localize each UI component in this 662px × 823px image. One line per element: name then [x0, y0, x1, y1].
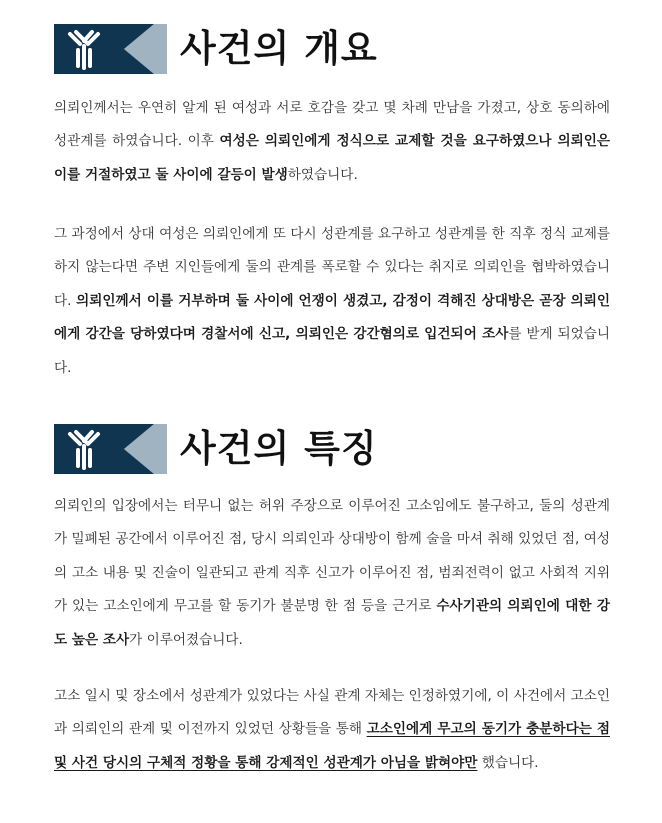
overview-paragraph-1 — [54, 92, 610, 192]
text-run-bold: 여성은 의뢰인에게 정식으로 교제할 것을 요구하였으나 의뢰인은 이를 거절하였고 둘 사이에 갈등이 발생 — [54, 133, 611, 183]
text-run: 의뢰인께서는 우연히 알게 된 여성과 서로 호감을 갖고 몇 차례 만남을 가졌고, 상호 동의하에 성관계를 하였습니다. 이후 — [54, 100, 610, 150]
section-title-features: 사건의 특징 — [180, 427, 378, 470]
features-paragraph-2 — [54, 680, 610, 780]
overview-paragraph-2 — [54, 218, 610, 385]
text-run-bold: 의뢰인께서 이를 거부하며 둘 사이에 언쟁이 생겼고, 감정이 격해진 상대방은 곧장 의뢰인에게 강간을 당하였다며 경찰서에 신고, 의뢰인은 강간혐의로 입건되어 조사 — [54, 292, 610, 343]
text-run: 가 이루어졌습니다. — [129, 631, 243, 648]
features-paragraph-1 — [54, 490, 610, 657]
text-run: 그 과정에서 상대 여성은 의뢰인에게 또 다시 성관계를 요구하고 성관계를 한 직후 정식 교제를 하지 않는다면 주변 지인들에게 둘의 관계를 폭로할 수 있다는 취지로 의뢰인을 협박하였습니다. — [54, 226, 610, 309]
text-run: 고소 일시 및 장소에서 성관계가 있었다는 사실 관계 자체는 인정하였기에, 이 사건에서 고소인과 의뢰인의 관계 및 이전까지 있었던 상황들을 통해 — [54, 688, 610, 738]
text-run-underline: 고소인에게 무고의 동기가 충분하다는 점 및 사건 당시의 구체적 정황을 통해 강제적인 성관계가 아님을 밝혀야만 — [54, 721, 610, 771]
text-run: 를 받게 되었습니다. — [54, 326, 610, 376]
text-run: 했습니다. — [477, 754, 539, 771]
text-run-bold: 수사기관의 의뢰인에 대한 강도 높은 조사 — [54, 598, 610, 648]
section-header-overview — [54, 24, 614, 74]
section-title-overview: 사건의 개요 — [180, 27, 378, 70]
text-run: 하였습니다. — [287, 166, 358, 183]
text-run: 의뢰인의 입장에서는 터무니 없는 허위 주장으로 이루어진 고소임에도 불구하고, 둘의 성관계가 밀폐된 공간에서 이루어진 점, 당시 의뢰인과 상대방이 함께 술을 마셔 취해 있었던 점, 여성의 고소 내용 및 진술이 일관되고 관계 직후 신고가 이루어진 점, 범죄전력이 없고 사회적 지위가 있는 고소인에게 무고를 할 동기가 불분명 한 점 등을 근거로 — [54, 498, 610, 615]
section-header-features — [54, 424, 614, 474]
brand-logo-icon — [54, 24, 167, 74]
brand-logo-icon — [54, 424, 167, 474]
